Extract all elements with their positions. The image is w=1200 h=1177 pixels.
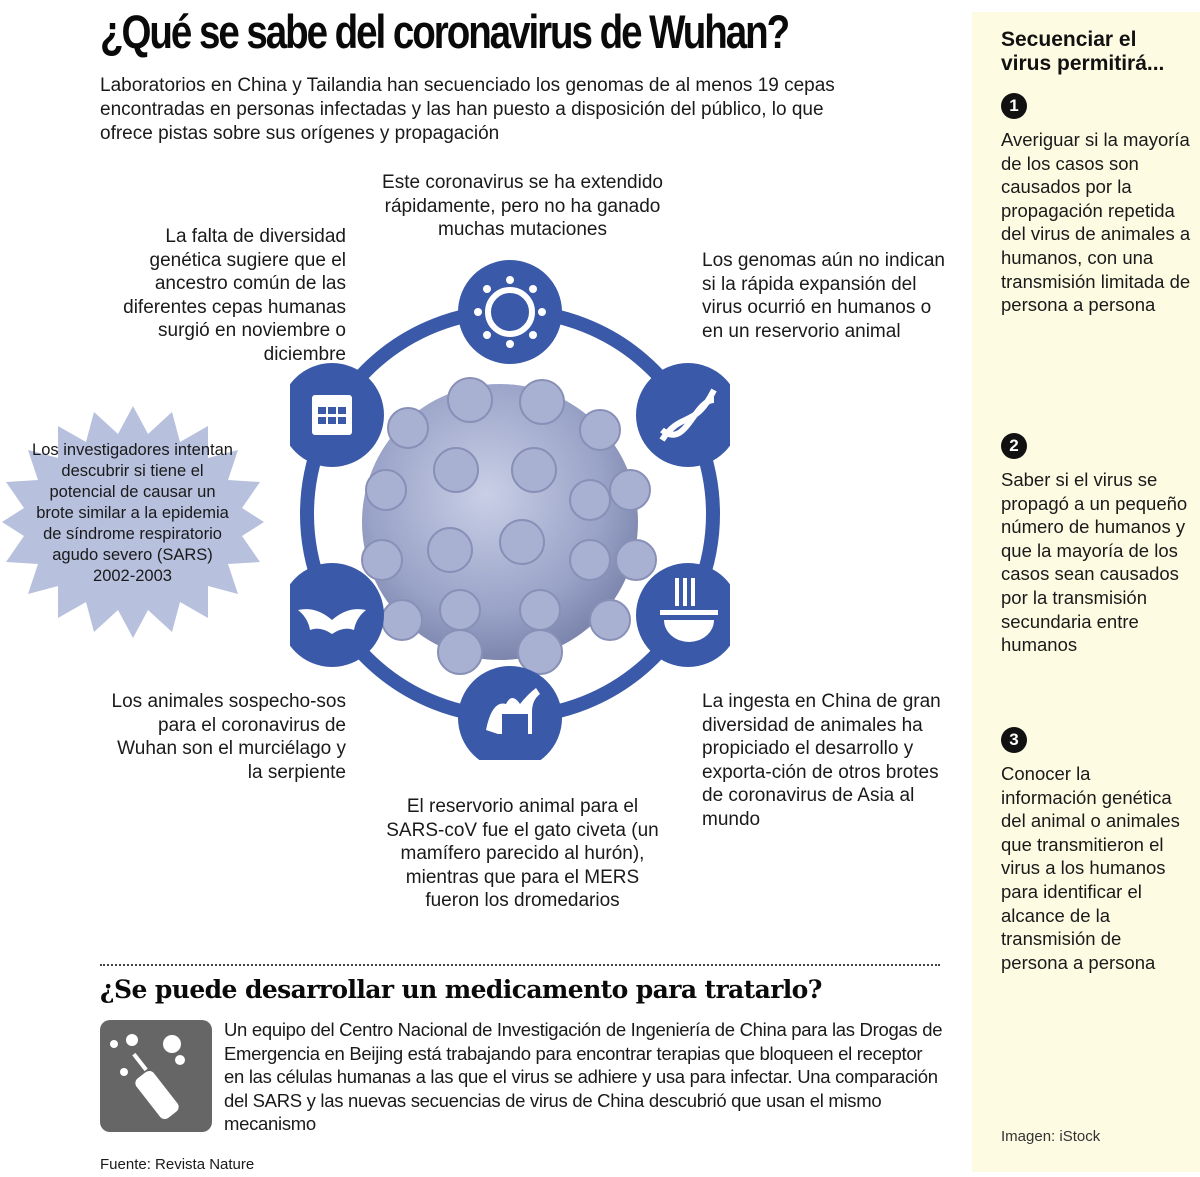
section-divider: [100, 964, 940, 966]
treatment-text: Un equipo del Centro Nacional de Investigación de Ingeniería de China para las Drogas de Emergencia en Beijing está trabajando para encontrar terapias que bloqueen el receptor en las células humanas a las que el virus se adhiere y usa para infectar. Una comparación del SARS y las nuevas secuencias de virus de China descubrió que usan el mismo mecanismo: [224, 1019, 943, 1134]
number-badge-3: 3: [1001, 727, 1027, 753]
virus-diagram: [290, 260, 730, 760]
caption-food: La ingesta en China de gran diversidad de animales ha propiciado el desarrollo y exporta-ción de otros brotes de coronavirus de Asia al mundo: [702, 691, 941, 830]
caption-diversity: La falta de diversidad genética sugiere que el ancestro común de las diferentes cepas humanas surgió en noviembre o diciembre: [123, 226, 346, 365]
sidebar-title: Secuenciar el virus permitirá...: [1001, 28, 1165, 75]
caption-genomes: Los genomas aún no indican si la rápida expansión del virus ocurrió en humanos o en un reservorio animal: [702, 250, 945, 342]
starburst-text: Los investigadores intentan descubrir si tiene el potencial de causar un brote similar a la epidemia de síndrome respiratorio agudo severo (SARS) 2002-2003: [32, 441, 233, 585]
number-badge-1: 1: [1001, 93, 1027, 119]
number-badge-2: 2: [1001, 433, 1027, 459]
treatment-title: ¿Se puede desarrollar un medicamento para tratarlo?: [100, 975, 822, 1004]
caption-suspect-animals: Los animales sospecho-sos para el coronavirus de Wuhan son el murciélago y la serpiente: [111, 691, 346, 783]
image-credit: Imagen: iStock: [1001, 1128, 1101, 1145]
calendar-icon: [312, 395, 352, 435]
page-title: ¿Qué se sabe del coronavirus de Wuhan?: [100, 5, 789, 58]
source-credit: Fuente: Revista Nature: [100, 1156, 255, 1173]
sidebar-item-1-text: Averiguar si la mayoría de los casos son causados por la propagación repetida del virus de animales a humanos, con una transmisión limitada de persona a persona: [1001, 129, 1191, 316]
caption-reservoir: El reservorio animal para el SARS-coV fue el gato civeta (un mamífero parecido al hurón), mientras que para el MERS fueron los dromedarios: [386, 796, 659, 911]
lead-paragraph: Laboratorios en China y Tailandia han secuenciado los genomas de al menos 19 cepas encontradas en personas infectadas y las han puesto a disposición del público, lo que ofrece pistas sobre sus orígenes y propagación: [100, 75, 835, 144]
caption-mutations: Este coronavirus se ha extendido rápidamente, pero no ha ganado muchas mutaciones: [382, 172, 663, 240]
sidebar-item-2-text: Saber si el virus se propagó a un pequeño número de humanos y que la mayoría de los casos sean causados por la transmisión secundaria entre humanos: [1001, 469, 1188, 656]
syringe-icon: [100, 1020, 212, 1132]
sidebar-item-3-text: Conocer la información genética del animal o animales que transmitieron el virus a los humanos para identificar el alcance de la transmisión de persona a persona: [1001, 763, 1180, 973]
coronavirus-3d-render: [362, 378, 656, 674]
